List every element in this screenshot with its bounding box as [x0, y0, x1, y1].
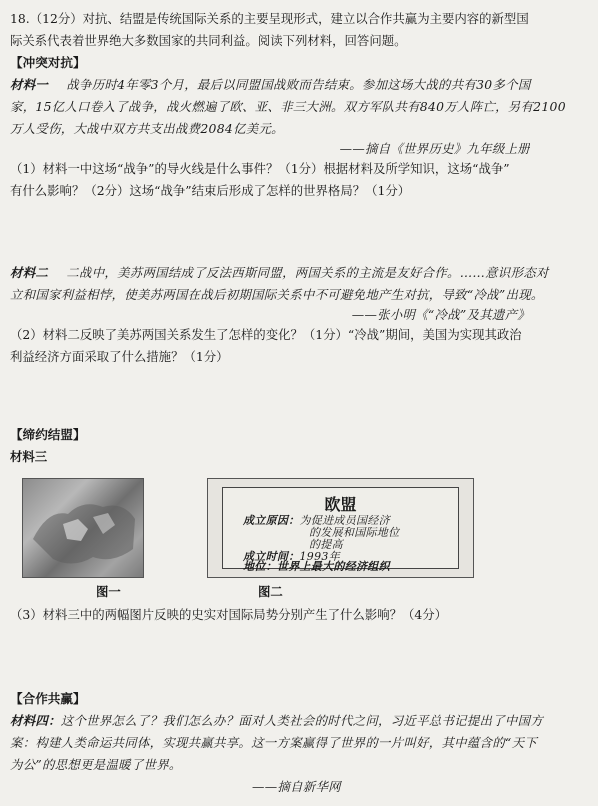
question-2-line-1: （2）材料二反映了美苏两国关系发生了怎样的变化？（1分）“冷战”期间，美国为实现其政治 — [10, 327, 522, 342]
section-header-alliance: 【缔约结盟】 — [10, 427, 86, 442]
eu-info-frame — [222, 487, 459, 573]
material-2-line-2: 立和国家利益相悖，使美苏两国在战后初期国际关系中不可避免地产生对抗，导致“冷战”出现。 — [10, 287, 544, 302]
eu-status-row — [243, 560, 390, 573]
question-3: （3）材料三中的两幅图片反映的史实对国际局势分别产生了什么影响？（4分） — [10, 607, 448, 622]
material-3-label: 材料三 — [10, 449, 48, 464]
material-2-text-1: 二战中，美苏两国结成了反法西斯同盟，两国关系的主流是友好合作。……意识形态对 — [66, 265, 549, 280]
figure-1-caption: 图一 — [96, 584, 121, 599]
material-1-text-1: 战争历时4年零3个月，最后以同盟国战败而告结束。参加这场大战的共有30多个国 — [66, 77, 531, 92]
material-2-source: ——张小明《“冷战”及其遗产》 — [351, 307, 530, 322]
eu-time-label: 成立时间： — [243, 550, 300, 563]
question-18-line-1: 18.（12分）对抗、结盟是传统国际关系的主要呈现形式，建立以合作共赢为主要内容的新型国 — [10, 11, 529, 26]
material-4-line-2: 案：构建人类命运共同体，实现共赢共享。这一方案赢得了世界的一片叫好，其中蕴含的“天下 — [10, 735, 537, 750]
eu-reason-text-3: 的提高 — [309, 538, 343, 551]
eu-status-label: 地位： — [243, 560, 277, 573]
question-1-line-1: （1）材料一中这场“战争”的导火线是什么事件？（1分）根据材料及所学知识，这场“战争” — [10, 161, 510, 176]
eu-time-value: 1993年 — [299, 550, 340, 563]
europe-map-image — [22, 478, 144, 578]
material-1-source: ——摘自《世界历史》九年级上册 — [339, 141, 530, 156]
material-4-source: ——摘自新华网 — [252, 779, 341, 794]
eu-reason-label: 成立原因： — [243, 514, 300, 527]
map-illustration — [23, 479, 143, 577]
eu-reason-text-1: 为促进成员国经济 — [299, 514, 390, 527]
material-4-label: 材料四： — [10, 713, 61, 728]
material-2-line-1 — [10, 262, 588, 284]
section-header-conflict: 【冲突对抗】 — [10, 55, 86, 70]
question-2-line-2: 利益经济方面采取了什么措施？（1分） — [10, 349, 229, 364]
figure-2-caption: 图二 — [258, 584, 283, 599]
eu-reason-text-2: 的发展和国际地位 — [309, 526, 400, 539]
question-18-line-2: 际关系代表着世界绝大多数国家的共同利益。阅读下列材料，回答问题。 — [10, 33, 407, 48]
eu-status-value: 世界上最大的经济组织 — [276, 560, 390, 573]
material-4-text-1: 这个世界怎么了？我们怎么办？面对人类社会的时代之问，习近平总书记提出了中国方 — [60, 713, 544, 728]
section-header-cooperation: 【合作共赢】 — [10, 691, 86, 706]
eu-title: 欧盟 — [324, 495, 357, 514]
material-1-label: 材料一 — [10, 77, 49, 92]
material-4-line-3: 为公”的思想更是温暖了世界。 — [10, 757, 182, 772]
question-1-line-2: 有什么影响？（2分）这场“战争”结束后形成了怎样的世界格局？（1分） — [10, 183, 411, 198]
eu-info-panel — [207, 478, 474, 578]
material-1-line-2: 家，15亿人口卷入了战争，战火燃遍了欧、亚、非三大洲。双方军队共有840万人阵亡，另有2100 — [10, 99, 566, 114]
material-1-line-3: 万人受伤，大战中双方共支出战费2084亿美元。 — [10, 121, 284, 136]
material-4-line-1 — [10, 710, 588, 732]
material-1-line-1 — [10, 74, 588, 96]
material-2-label: 材料二 — [10, 265, 49, 280]
